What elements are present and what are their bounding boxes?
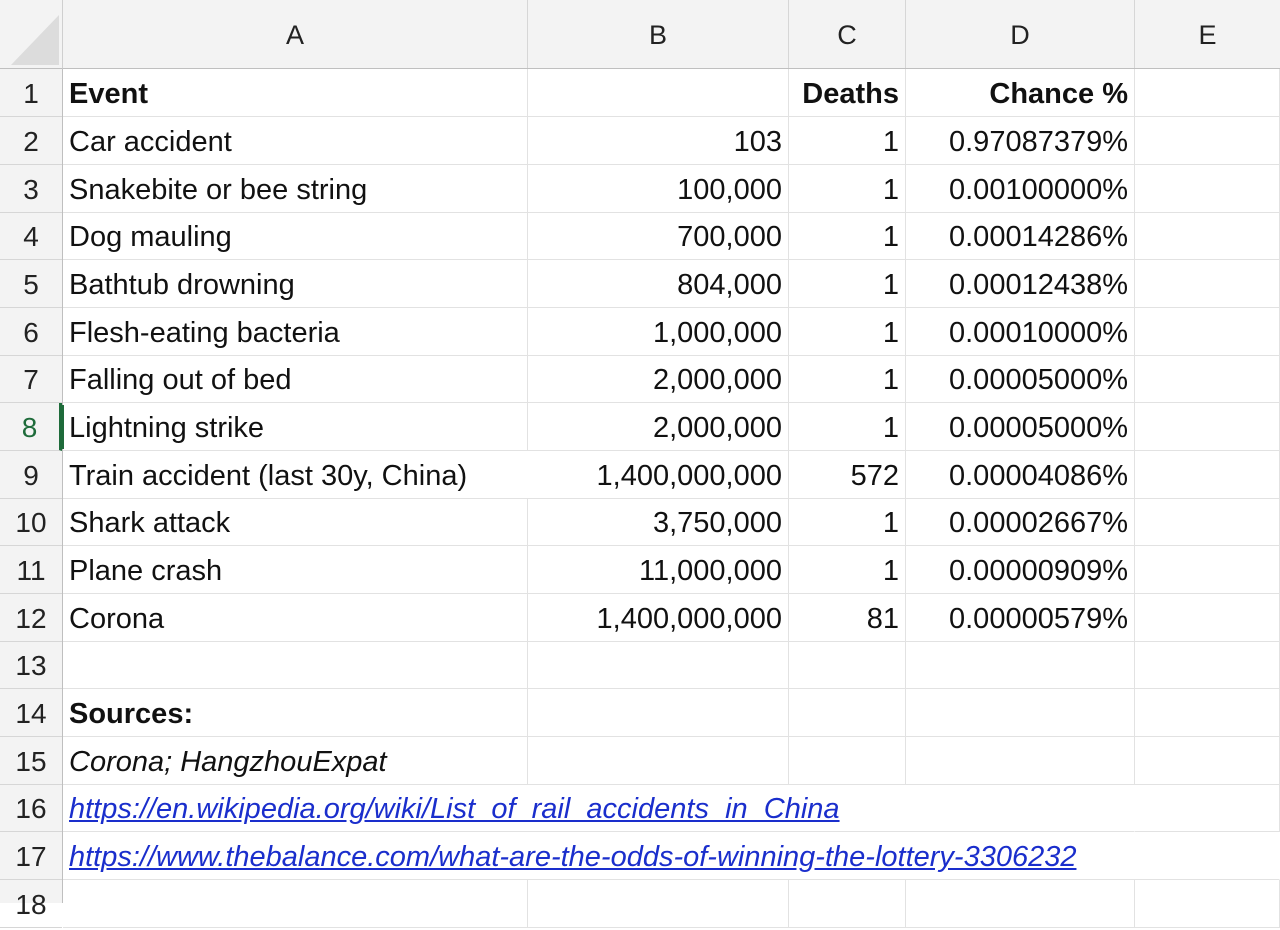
cell-d18[interactable] [906, 880, 1135, 928]
cell-b7[interactable]: 2,000,000 [528, 355, 789, 403]
row-header-8[interactable]: 8 [0, 403, 62, 451]
cell-c13[interactable] [789, 641, 906, 689]
select-all-corner[interactable] [0, 0, 63, 69]
cell-e1[interactable] [1135, 69, 1280, 117]
row-header-5[interactable]: 5 [0, 260, 62, 308]
cell-e16[interactable] [1135, 784, 1280, 832]
cell-a5[interactable]: Bathtub drowning [63, 260, 528, 308]
column-header-d[interactable]: D [906, 0, 1135, 68]
cell-b5[interactable]: 804,000 [528, 260, 789, 308]
cell-a3[interactable]: Snakebite or bee string [63, 165, 528, 213]
row-header-4[interactable]: 4 [0, 212, 62, 260]
cell-a15[interactable]: Corona; HangzhouExpat [63, 737, 528, 785]
row-header-6[interactable]: 6 [0, 308, 62, 356]
column-header-e[interactable]: E [1198, 20, 1217, 50]
cell-e6[interactable] [1135, 308, 1280, 356]
row-header-16[interactable]: 16 [0, 784, 62, 832]
cell-c14[interactable] [789, 689, 906, 737]
row-header-3[interactable]: 3 [0, 165, 62, 213]
cell-c3[interactable]: 1 [789, 165, 906, 213]
cell-grid [63, 69, 1280, 903]
cell-e13[interactable] [1135, 641, 1280, 689]
cell-e8[interactable] [1135, 403, 1280, 451]
row-header-15[interactable]: 15 [0, 737, 62, 785]
cell-c9[interactable]: 572 [789, 451, 906, 499]
column-header-row [63, 0, 1280, 69]
cell-d3[interactable]: 0.00100000% [906, 165, 1135, 213]
row-header-13[interactable]: 13 [0, 641, 62, 689]
cell-b18[interactable] [528, 880, 789, 928]
cell-e2[interactable] [1135, 117, 1280, 165]
cell-c7[interactable]: 1 [789, 355, 906, 403]
cell-b8[interactable]: 2,000,000 [528, 403, 789, 451]
cell-a10[interactable]: Shark attack [63, 498, 528, 546]
cell-a18[interactable] [63, 880, 528, 928]
cell-c8[interactable]: 1 [789, 403, 906, 451]
column-header-a[interactable]: A [63, 0, 528, 68]
row-header-9[interactable]: 9 [0, 451, 62, 499]
cell-e11[interactable] [1135, 546, 1280, 594]
cell-a9[interactable]: Train accident (last 30y, China) [63, 451, 528, 499]
cell-a1[interactable]: Event [63, 69, 528, 117]
cell-d12[interactable]: 0.00000579% [906, 594, 1135, 642]
cell-c4[interactable]: 1 [789, 212, 906, 260]
row-header-17[interactable]: 17 [0, 832, 62, 880]
cell-a14[interactable]: Sources: [63, 689, 528, 737]
cell-b14[interactable] [528, 689, 789, 737]
cell-a7[interactable]: Falling out of bed [63, 355, 528, 403]
cell-c10[interactable]: 1 [789, 498, 906, 546]
cell-e4[interactable] [1135, 212, 1280, 260]
row-header-7[interactable]: 7 [0, 355, 62, 403]
cell-b9[interactable]: 1,400,000,000 [528, 451, 789, 499]
cell-e10[interactable] [1135, 498, 1280, 546]
row-header-10[interactable]: 10 [0, 498, 62, 546]
cell-d10[interactable]: 0.00002667% [906, 498, 1135, 546]
row-header-1[interactable]: 1 [0, 69, 62, 117]
source-link-wikipedia[interactable]: https://en.wikipedia.org/wiki/List_of_rail_accidents_in_China [63, 784, 1135, 832]
cell-b6[interactable]: 1,000,000 [528, 308, 789, 356]
cell-c15[interactable] [789, 737, 906, 785]
cell-d11[interactable]: 0.00000909% [906, 546, 1135, 594]
row-header-column [0, 69, 63, 920]
cell-d14[interactable] [906, 689, 1135, 737]
cell-a2[interactable]: Car accident [63, 117, 528, 165]
row-header-2[interactable]: 2 [0, 117, 62, 165]
cell-b15[interactable] [528, 737, 789, 785]
cell-a13[interactable] [63, 641, 528, 689]
cell-d9[interactable]: 0.00004086% [906, 451, 1135, 499]
cell-d1[interactable]: Chance % [906, 69, 1135, 117]
cell-d15[interactable] [906, 737, 1135, 785]
cell-a11[interactable]: Plane crash [63, 546, 528, 594]
cell-c6[interactable]: 1 [789, 308, 906, 356]
active-cell-indicator [62, 405, 64, 449]
cell-e18[interactable] [1135, 880, 1280, 928]
row-header-12[interactable]: 12 [0, 594, 62, 642]
cell-c11[interactable]: 1 [789, 546, 906, 594]
cell-a4[interactable]: Dog mauling [63, 212, 528, 260]
cell-e14[interactable] [1135, 689, 1280, 737]
cell-b1[interactable] [528, 69, 789, 117]
cell-a6[interactable]: Flesh-eating bacteria [63, 308, 528, 356]
cell-d4[interactable]: 0.00014286% [906, 212, 1135, 260]
cell-e3[interactable] [1135, 165, 1280, 213]
cell-c2[interactable]: 1 [789, 117, 906, 165]
column-header-c[interactable]: C [789, 0, 906, 68]
row-header-11[interactable]: 11 [0, 546, 62, 594]
cell-b2[interactable]: 103 [528, 117, 789, 165]
cell-c12[interactable]: 81 [789, 594, 906, 642]
cell-e15[interactable] [1135, 737, 1280, 785]
cell-a12[interactable]: Corona [63, 594, 528, 642]
select-all-triangle-icon [11, 15, 59, 65]
cell-e7[interactable] [1135, 355, 1280, 403]
cell-b13[interactable] [528, 641, 789, 689]
cell-c5[interactable]: 1 [789, 260, 906, 308]
cell-a8[interactable]: Lightning strike [63, 403, 528, 451]
source-link-thebalance[interactable]: https://www.thebalance.com/what-are-the-odds-of-winning-the-lottery-3306232 [63, 832, 1280, 880]
cell-d2[interactable]: 0.97087379% [906, 117, 1135, 165]
column-header-b[interactable]: B [528, 0, 789, 68]
cell-e9[interactable] [1135, 451, 1280, 499]
cell-b10[interactable]: 3,750,000 [528, 498, 789, 546]
cell-d5[interactable]: 0.00012438% [906, 260, 1135, 308]
cell-e12[interactable] [1135, 594, 1280, 642]
cell-b12[interactable]: 1,400,000,000 [528, 594, 789, 642]
cell-e5[interactable] [1135, 260, 1280, 308]
cell-d13[interactable] [906, 641, 1135, 689]
cell-b11[interactable]: 11,000,000 [528, 546, 789, 594]
cell-b4[interactable]: 700,000 [528, 212, 789, 260]
cell-d6[interactable]: 0.00010000% [906, 308, 1135, 356]
cell-c1[interactable]: Deaths [789, 69, 906, 117]
cell-d7[interactable]: 0.00005000% [906, 355, 1135, 403]
row-header-18[interactable]: 18 [0, 880, 62, 928]
row-header-14[interactable]: 14 [0, 689, 62, 737]
cell-c18[interactable] [789, 880, 906, 928]
cell-b3[interactable]: 100,000 [528, 165, 789, 213]
cell-d8[interactable]: 0.00005000% [906, 403, 1135, 451]
